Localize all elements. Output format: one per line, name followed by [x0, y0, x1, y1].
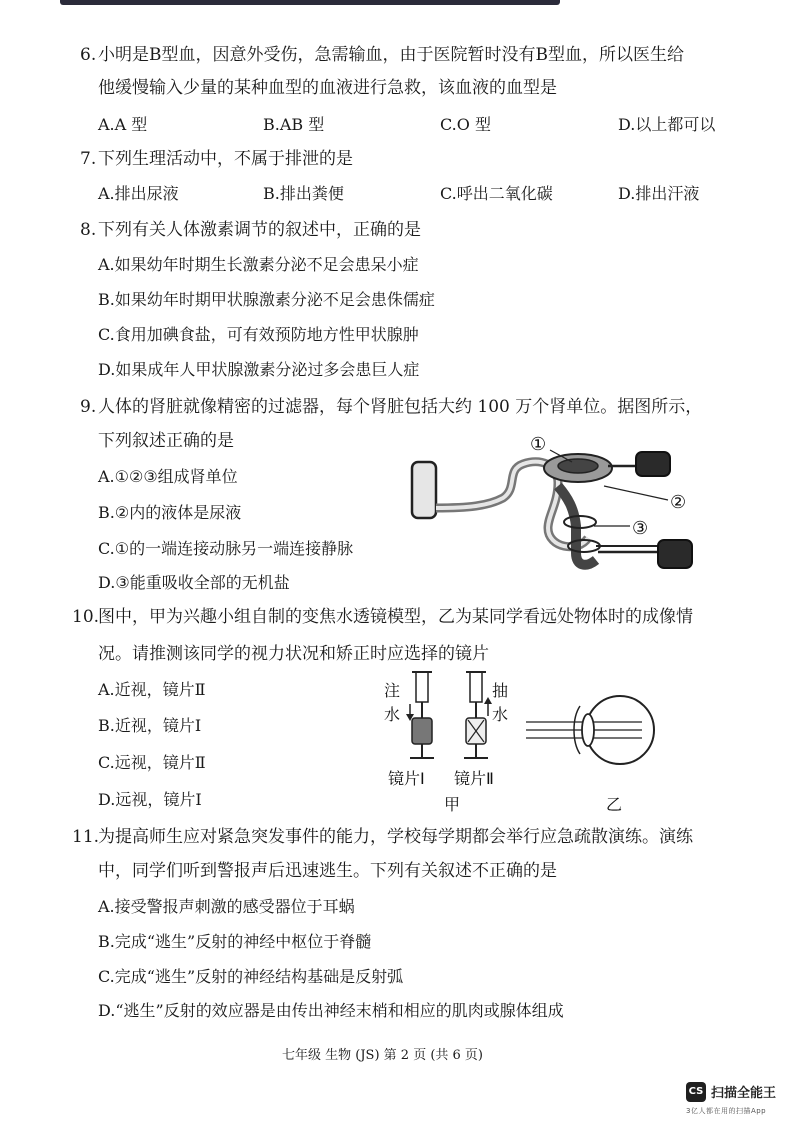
option-a: A.排出尿液 — [98, 184, 179, 203]
option-b: B.完成“逃生”反射的神经中枢位于脊髓 — [98, 932, 372, 951]
option-c: C.完成“逃生”反射的神经结构基础是反射弧 — [98, 967, 404, 986]
label-yi: 乙 — [606, 795, 623, 814]
option-b: B.排出粪便 — [263, 184, 344, 203]
label-3: ③ — [632, 518, 649, 539]
question-stem-line: 为提高师生应对紧急突发事件的能力，学校每学期都会举行应急疏散演练。演练 — [98, 827, 693, 847]
option-d: D.③能重吸收全部的无机盐 — [98, 573, 290, 592]
option-a: A.①②③组成肾单位 — [98, 467, 238, 486]
syringe-lens-1 — [406, 672, 434, 758]
question-stem-line: 小明是B型血，因意外受伤，急需输血，由于医院暂时没有B型血，所以医生给 — [98, 45, 684, 65]
option-d: D.以上都可以 — [618, 115, 716, 134]
label-lens-1: 镜片Ⅰ — [388, 769, 425, 788]
label-draw-water: 水 — [492, 705, 509, 724]
option-d: D.远视，镜片Ⅰ — [98, 790, 202, 809]
option-c: C.食用加碘食盐，可有效预防地方性甲状腺肿 — [98, 325, 419, 344]
option-c: C.远视，镜片Ⅱ — [98, 753, 206, 772]
watermark-title: 扫描全能王 — [711, 1086, 777, 1101]
leader-line — [604, 486, 668, 500]
question-number: 8. — [80, 220, 97, 240]
question-stem-line: 人体的肾脏就像精密的过滤器，每个肾脏包括大约 100 万个肾单位。据图所示， — [98, 397, 703, 417]
option-a: A.近视，镜片Ⅱ — [98, 680, 206, 699]
question-stem-line: 下列有关人体激素调节的叙述中，正确的是 — [98, 220, 421, 240]
option-a: A.接受警报声刺激的感受器位于耳蜗 — [98, 897, 355, 916]
option-c: C.呼出二氧化碳 — [440, 184, 553, 203]
question-number: 7. — [80, 149, 97, 169]
label-1: ① — [530, 434, 547, 455]
label-draw: 抽 — [492, 681, 509, 700]
option-b: B.近视，镜片Ⅰ — [98, 716, 202, 735]
label-inject: 注 — [384, 681, 401, 700]
option-d: D.排出汗液 — [618, 184, 700, 203]
syringe-barrel — [470, 672, 482, 702]
scan-edge-bar — [60, 0, 560, 5]
label-2: ② — [670, 492, 687, 513]
label-lens-2: 镜片Ⅱ — [454, 769, 494, 788]
option-b: B.AB 型 — [263, 115, 325, 134]
renal-vessel-right-bottom — [658, 540, 692, 568]
option-a: A.A 型 — [98, 115, 148, 134]
collecting-duct — [558, 486, 596, 565]
lens-eye-figure — [380, 666, 700, 818]
question-number: 9. — [80, 397, 97, 417]
question-stem-line: 他缓慢输入少量的某种血型的血液进行急救，该血液的血型是 — [98, 78, 557, 98]
syringe-lens-2 — [464, 672, 492, 758]
question-stem-line: 图中，甲为兴趣小组自制的变焦水透镜模型，乙为某同学看远处物体时的成像情 — [98, 607, 693, 627]
option-b: B.如果幼年时期甲状腺激素分泌不足会患侏儒症 — [98, 290, 435, 309]
option-c: C.O 型 — [440, 115, 491, 134]
label-jia: 甲 — [444, 795, 461, 814]
label-inject-water: 水 — [384, 705, 401, 724]
arrow-head — [484, 697, 492, 704]
question-number: 6. — [80, 45, 97, 65]
option-d: D.如果成年人甲状腺激素分泌过多会患巨人症 — [98, 360, 420, 379]
syringe-barrel — [416, 672, 428, 702]
page-footer: 七年级 生物 (JS) 第 2 页 (共 6 页) — [282, 1048, 484, 1063]
question-stem-line: 下列叙述正确的是 — [98, 431, 234, 451]
option-a: A.如果幼年时期生长激素分泌不足会患呆小症 — [98, 255, 419, 274]
eye-diagram — [526, 696, 654, 764]
question-stem-line: 中，同学们听到警报声后迅速逃生。下列有关叙述不正确的是 — [98, 861, 557, 881]
option-d: D.“逃生”反射的效应器是由传出神经末梢和相应的肌肉或腺体组成 — [98, 1001, 564, 1020]
lens-body — [412, 718, 432, 744]
nephron-figure — [408, 428, 708, 586]
question-stem-line: 下列生理活动中，不属于排泄的是 — [98, 149, 353, 169]
question-number: 10. — [72, 607, 100, 627]
glomerulus — [558, 459, 598, 473]
camscanner-logo: CS — [686, 1082, 706, 1102]
renal-vessel-right-top — [636, 452, 670, 476]
renal-vessel-left — [412, 462, 436, 518]
crystalline-lens — [582, 714, 594, 746]
option-c: C.①的一端连接动脉另一端连接静脉 — [98, 539, 354, 558]
watermark-subtitle: 3亿人都在用的扫描App — [686, 1107, 767, 1115]
option-b: B.②内的液体是尿液 — [98, 503, 242, 522]
question-number: 11. — [72, 827, 100, 847]
question-stem-line: 况。请推测该同学的视力状况和矫正时应选择的镜片 — [98, 644, 489, 664]
